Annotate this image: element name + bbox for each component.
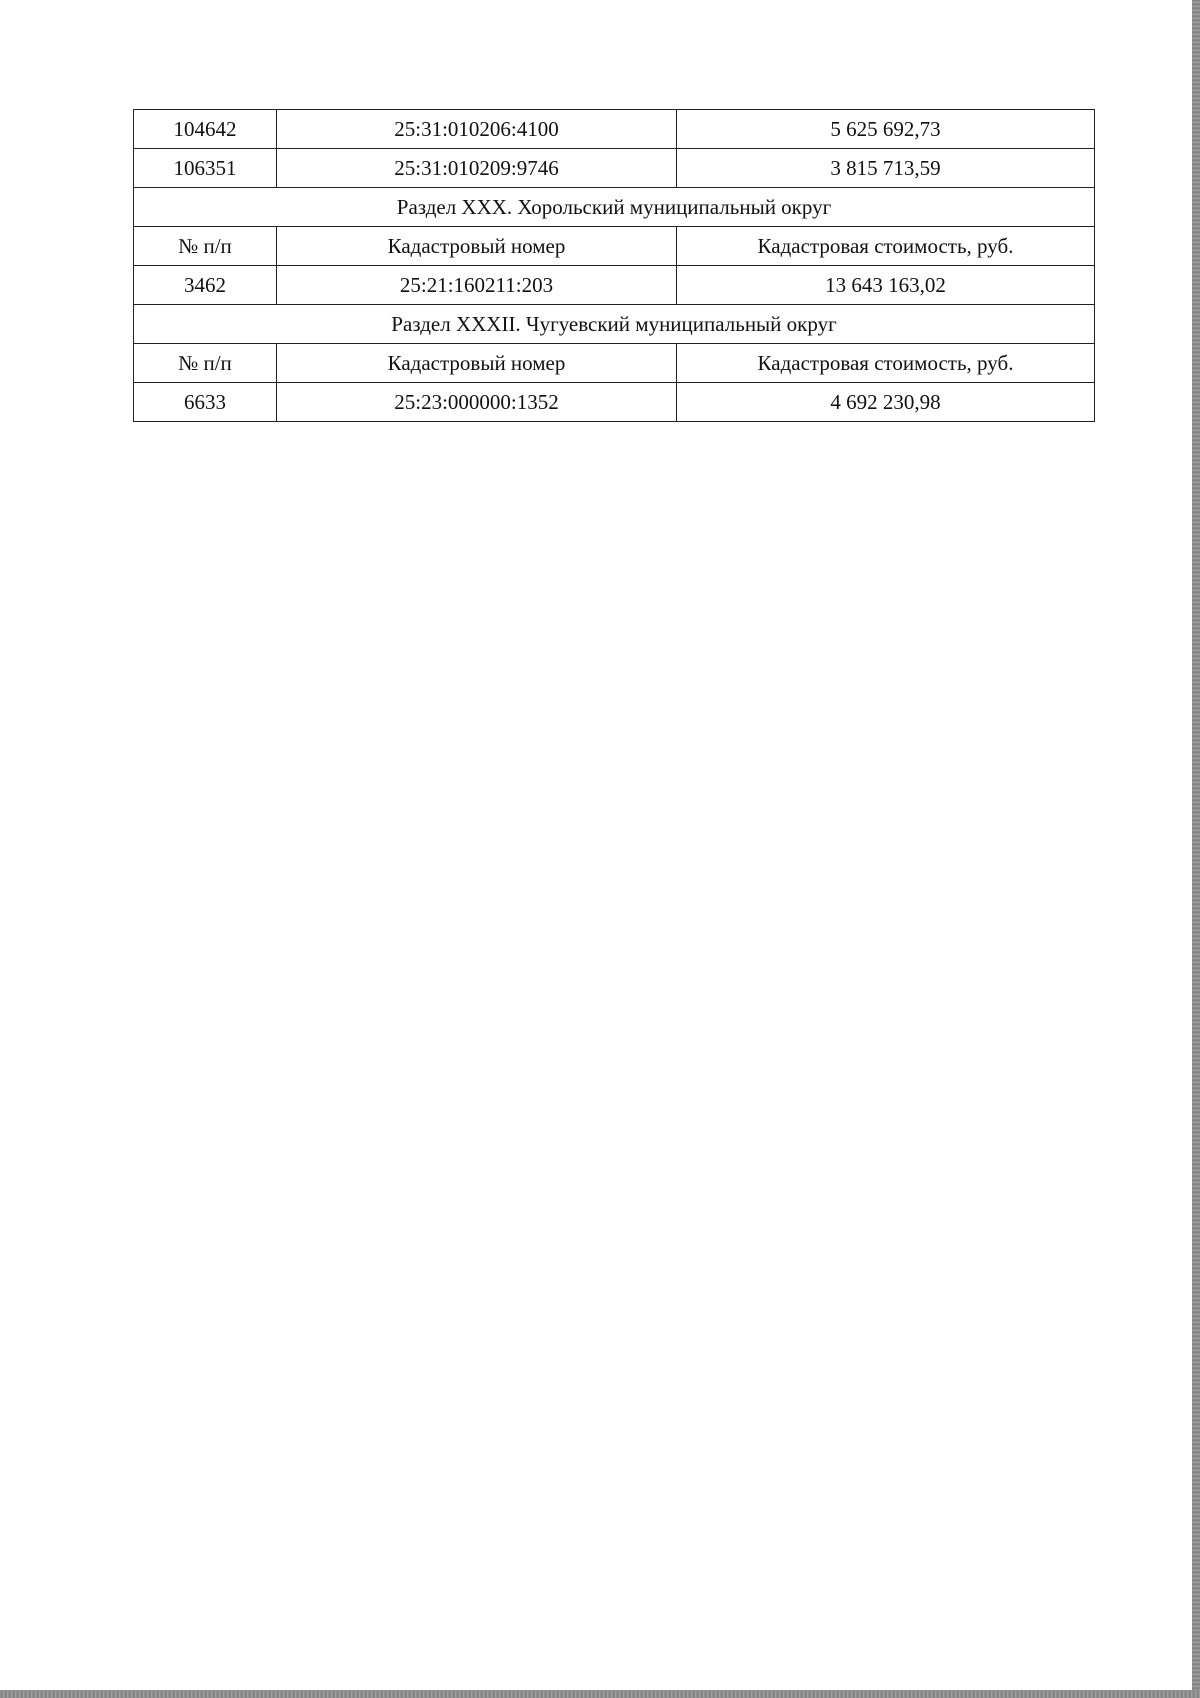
table-row bbox=[134, 383, 1095, 422]
cadastral-value-cell: 13 643 163,02 bbox=[677, 266, 1095, 305]
column-header-number: № п/п bbox=[134, 344, 277, 383]
row-number-cell: 104642 bbox=[134, 110, 277, 149]
header-row bbox=[134, 344, 1095, 383]
table-row bbox=[134, 110, 1095, 149]
column-header-cadastral-value: Кадастровая стоимость, руб. bbox=[677, 227, 1095, 266]
cadastral-number-cell: 25:31:010206:4100 bbox=[277, 110, 677, 149]
table-row bbox=[134, 266, 1095, 305]
row-number-cell: 3462 bbox=[134, 266, 277, 305]
section-title: Раздел XXX. Хорольский муниципальный округ bbox=[134, 188, 1095, 227]
cadastral-value-table bbox=[133, 109, 1095, 422]
cadastral-value-cell: 4 692 230,98 bbox=[677, 383, 1095, 422]
section-title: Раздел XXXII. Чугуевский муниципальный округ bbox=[134, 305, 1095, 344]
cadastral-number-cell: 25:21:160211:203 bbox=[277, 266, 677, 305]
column-header-cadastral-value: Кадастровая стоимость, руб. bbox=[677, 344, 1095, 383]
scan-edge-bottom bbox=[0, 1690, 1200, 1698]
column-header-number: № п/п bbox=[134, 227, 277, 266]
table-row bbox=[134, 149, 1095, 188]
row-number-cell: 106351 bbox=[134, 149, 277, 188]
cadastral-value-cell: 5 625 692,73 bbox=[677, 110, 1095, 149]
row-number-cell: 6633 bbox=[134, 383, 277, 422]
cadastral-number-cell: 25:23:000000:1352 bbox=[277, 383, 677, 422]
section-row bbox=[134, 188, 1095, 227]
column-header-cadastral-number: Кадастровый номер bbox=[277, 227, 677, 266]
cadastral-value-cell: 3 815 713,59 bbox=[677, 149, 1095, 188]
cadastral-number-cell: 25:31:010209:9746 bbox=[277, 149, 677, 188]
scan-edge-right bbox=[1192, 0, 1200, 1698]
header-row bbox=[134, 227, 1095, 266]
section-row bbox=[134, 305, 1095, 344]
column-header-cadastral-number: Кадастровый номер bbox=[277, 344, 677, 383]
